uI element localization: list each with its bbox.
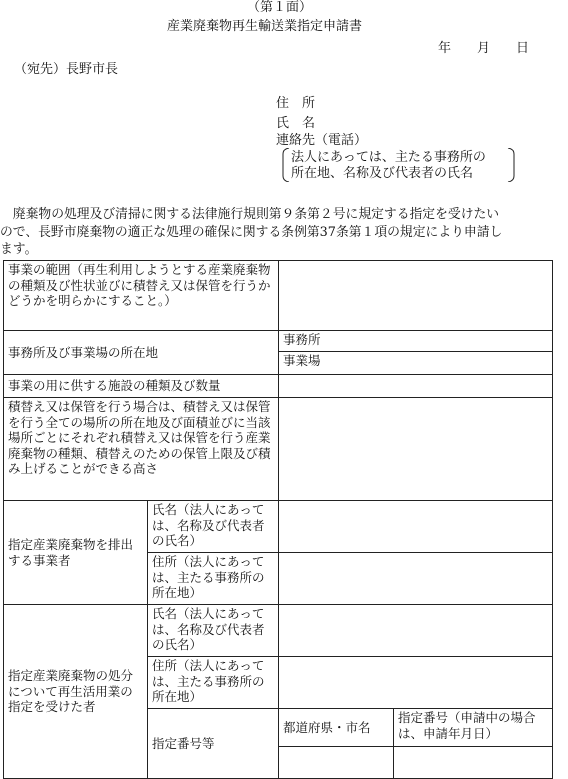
application-form-table [3, 260, 553, 779]
processor-label: 指定産業廃棄物の処分について再生活用業の指定を受けた者 [4, 605, 148, 779]
business-scope-label: 事業の範囲（再生利用しようとする産業廃棄物の種類及び性状並びに積替え又は保管を行うかどうかを明らかにすること。） [4, 261, 279, 331]
applicant-name-label: 氏 名 [276, 116, 316, 131]
page-number: （第１面） [247, 0, 313, 15]
designation-number-label: 指定番号（申請中の場合は、申請年月日） [394, 709, 553, 747]
discharger-name-field[interactable] [279, 501, 553, 553]
office-label: 事務所 [283, 332, 321, 347]
right-bracket [506, 148, 516, 182]
discharger-label: 指定産業廃棄物を排出する事業者 [4, 501, 148, 605]
applicant-address-label: 住 所 [276, 96, 316, 111]
left-bracket [281, 148, 291, 182]
processor-name-label: 氏名（法人にあっては、名称及び代表者の氏名） [148, 605, 279, 657]
location-label: 事務所及び事業場の所在地 [4, 331, 279, 375]
facilities-label: 事業の用に供する施設の種類及び数量 [4, 375, 279, 398]
form-title: 産業廃棄物再生輸送業指定申請書 [167, 19, 363, 34]
facilities-field[interactable] [279, 375, 553, 398]
processor-address-label: 住所（法人にあっては、主たる事務所の所在地） [148, 657, 279, 709]
processor-address-field[interactable] [279, 657, 553, 709]
body-text-line2: ので、長野市廃棄物の適正な処理の確保に関する条例第37条第１項の規定により申請し [0, 225, 503, 240]
discharger-name-label: 氏名（法人にあっては、名称及び代表者の氏名） [148, 501, 279, 553]
body-text-line3: ます。 [0, 242, 38, 257]
storage-label: 積替え又は保管を行う場合は、積替え又は保管を行う全ての場所の所在地及び面積並びに当該場所ごとにそれぞれ積替え又は保管を行う産業廃棄物の種類、積替えのための保管上限及び積み上げることができる高さ [4, 398, 279, 501]
designation-number-field[interactable] [394, 747, 553, 779]
applicant-contact-label: 連絡先（電話） [276, 133, 368, 148]
prefecture-field[interactable] [279, 747, 394, 779]
addressee: （宛先）長野市長 [14, 62, 119, 77]
business-scope-field[interactable] [279, 261, 553, 331]
corporate-note-line2: 所在地、名称及び代表者の氏名 [291, 166, 474, 181]
processor-name-field[interactable] [279, 605, 553, 657]
date-label: 年 月 日 [438, 41, 530, 56]
storage-field[interactable] [279, 398, 553, 501]
discharger-address-label: 住所（法人にあっては、主たる事務所の所在地） [148, 553, 279, 605]
body-text-line1: 廃棄物の処理及び清掃に関する法律施行規則第９条第２号に規定する指定を受けたい [0, 207, 500, 222]
office-field[interactable] [279, 331, 553, 352]
discharger-address-field[interactable] [279, 553, 553, 605]
corporate-note-line1: 法人にあっては、主たる事務所の [291, 150, 486, 165]
site-label: 事業場 [283, 353, 321, 368]
designation-label: 指定番号等 [148, 709, 279, 779]
site-field[interactable] [279, 352, 553, 375]
prefecture-label: 都道府県・市名 [279, 709, 394, 747]
